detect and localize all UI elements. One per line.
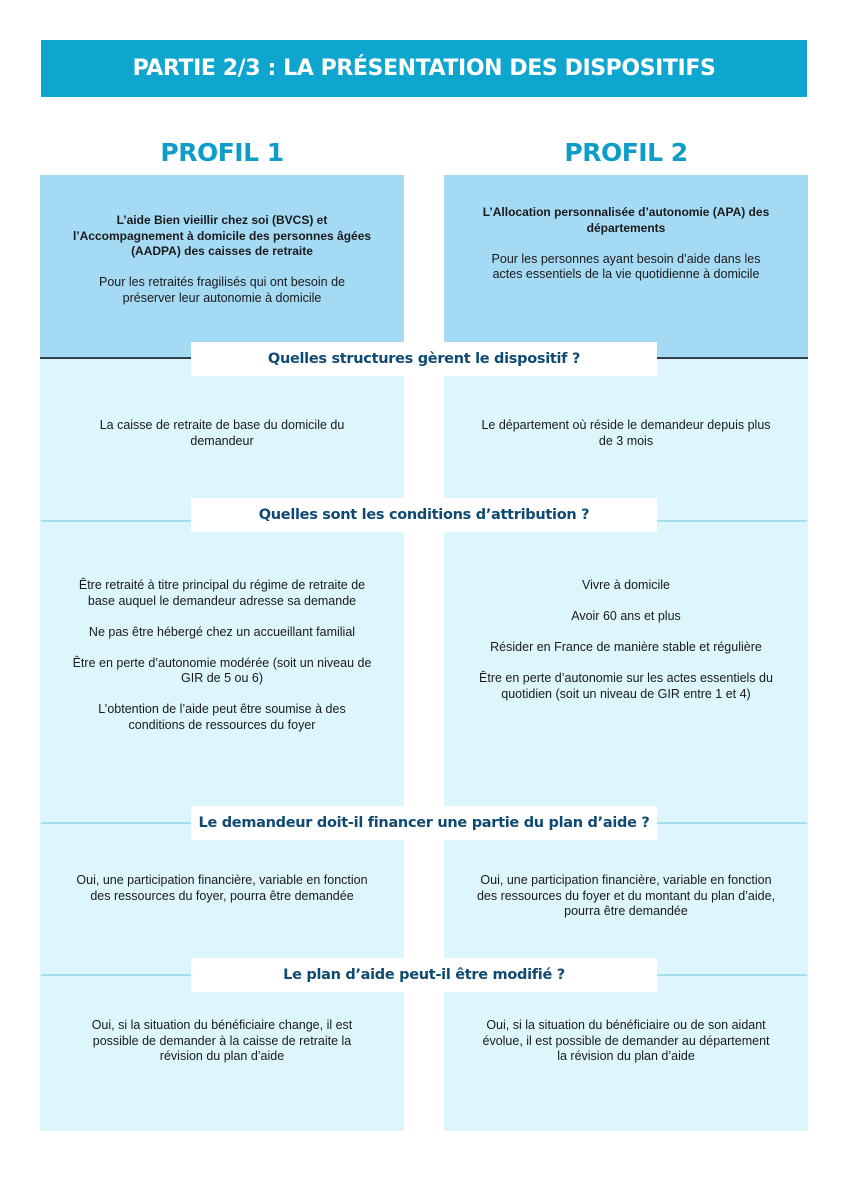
profile-1-structures-answer: La caisse de retraite de base du domicile du demandeur: [99, 418, 345, 448]
condition-item: Résider en France de manière stable et régulière: [490, 640, 762, 654]
profile-1-conditions-list: [72, 578, 372, 733]
profile-2-conditions-list: [476, 578, 776, 702]
condition-item: Avoir 60 ans et plus: [571, 609, 681, 623]
question-financement: Le demandeur doit-il financer une partie du plan d’aide ?: [191, 806, 657, 840]
profile-1-target: Pour les retraités fragilisés qui ont besoin de préserver leur autonomie à domicile: [99, 275, 345, 305]
profile-2-structures-answer: Le département où réside le demandeur depuis plus de 3 mois: [481, 418, 771, 448]
condition-item: Ne pas être hébergé chez un accueillant familial: [88, 624, 356, 639]
profile-1-modification-answer: Oui, si la situation du bénéficiaire change, il est possible de demander à la caisse de retraite la révision du plan d’aide: [91, 1018, 353, 1063]
question-conditions: Quelles sont les conditions d’attribution ?: [191, 498, 657, 532]
condition-item: Être retraité à titre principal du régime de retraite de base auquel le demandeur adresse sa demande: [78, 578, 366, 608]
profile-1-name: L’aide Bien vieillir chez soi (BVCS) et l’Accompagnement à domicile des personnes âgées (AADPA) des caisses de retraite: [72, 213, 372, 258]
condition-item: Être en perte d’autonomie modérée (soit un niveau de GIR de 5 ou 6): [72, 655, 372, 685]
profile-2-title: PROFIL 2: [564, 138, 688, 167]
profile-1-title: PROFIL 1: [160, 138, 284, 167]
profile-2-modification-answer: Oui, si la situation du bénéficiaire ou de son aidant évolue, il est possible de demander au département la révision du plan d’aide: [482, 1018, 770, 1063]
question-structures: Quelles structures gèrent le dispositif ?: [191, 342, 657, 376]
condition-item: Être en perte d’autonomie sur les actes essentiels du quotidien (soit un niveau de GIR entre 1 et 4): [479, 671, 773, 701]
condition-item: L’obtention de l’aide peut être soumise à des conditions de ressources du foyer: [98, 702, 346, 732]
page-title-banner: PARTIE 2/3 : LA PRÉSENTATION DES DISPOSITIFS: [41, 40, 807, 97]
profile-1-description: [72, 213, 372, 306]
profile-2-financement-answer: Oui, une participation financière, variable en fonction des ressources du foyer et du montant du plan d’aide, pourra être demandée: [476, 873, 776, 918]
profile-2-name: L’Allocation personnalisée d’autonomie (APA) des départements: [482, 205, 770, 235]
condition-item: Vivre à domicile: [581, 578, 670, 592]
profile-2-target: Pour les personnes ayant besoin d’aide dans les actes essentiels de la vie quotidienne à domicile: [491, 251, 761, 281]
profile-2-description: [476, 205, 776, 283]
profile-1-financement-answer: Oui, une participation financière, variable en fonction des ressources du foyer, pourra être demandée: [76, 873, 368, 903]
question-modification: Le plan d’aide peut-il être modifié ?: [191, 958, 657, 992]
